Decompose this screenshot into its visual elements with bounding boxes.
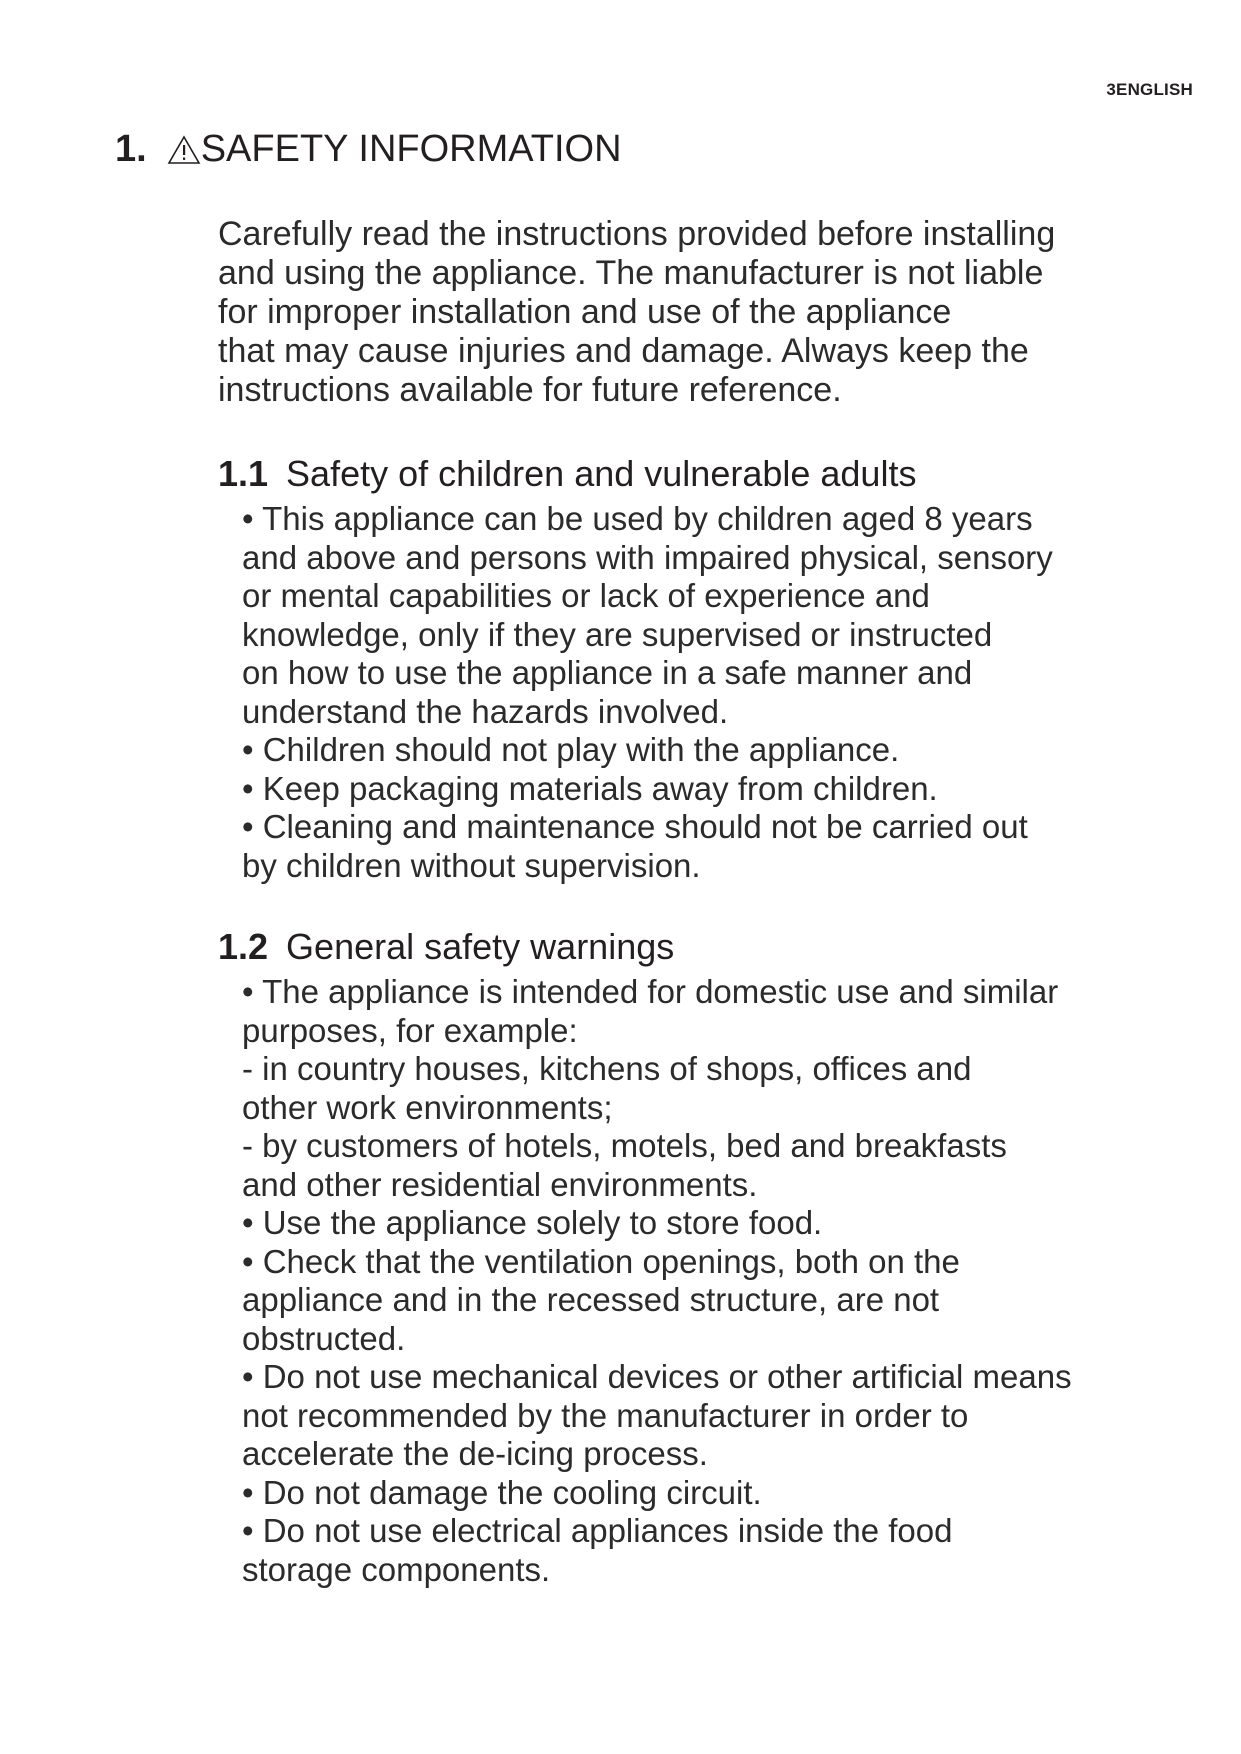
list-line: obstructed. — [242, 1319, 406, 1357]
list-line: • Children should not play with the appliance. — [242, 731, 900, 768]
list-line: • Use the appliance solely to store food. — [242, 1204, 823, 1241]
list-line: other work environments; — [242, 1088, 613, 1126]
list-line: or mental capabilities or lack of experience and — [242, 577, 930, 614]
list-line: not recommended by the manufacturer in order to — [242, 1396, 969, 1434]
page-content — [218, 215, 1178, 1589]
section-title — [115, 128, 622, 171]
list-line: • Check that the ventilation openings, both on the — [242, 1242, 960, 1280]
subsection-title — [218, 925, 1178, 969]
list-line: knowledge, only if they are supervised or instructed — [242, 615, 993, 653]
list-line: purposes, for example: — [242, 1011, 578, 1049]
list-line: storage components. — [242, 1550, 551, 1588]
section-number: 1. — [115, 128, 147, 170]
list-line: • Do not use mechanical devices or other artificial means — [242, 1358, 1072, 1395]
warning-triangle-icon — [167, 135, 201, 165]
intro-paragraph — [218, 215, 1178, 410]
children-safety-list — [218, 500, 1178, 885]
list-line: • Do not use electrical appliances inside the food — [242, 1512, 953, 1549]
subsection-number: 1.1 — [218, 453, 269, 494]
list-line: understand the hazards involved. — [242, 692, 729, 730]
intro-line: and using the appliance. The manufacturer is not liable — [218, 254, 1044, 292]
list-line: - by customers of hotels, motels, bed and breakfasts — [242, 1127, 1007, 1164]
list-line: • The appliance is intended for domestic use and similar — [242, 973, 1059, 1010]
list-line: on how to use the appliance in a safe manner and — [242, 654, 973, 691]
intro-line: that may cause injuries and damage. Always keep the — [218, 332, 1029, 370]
subsection-general-warnings — [218, 925, 1178, 1589]
subsection-number: 1.2 — [218, 926, 269, 967]
list-line: • Cleaning and maintenance should not be carried out — [242, 808, 1028, 845]
general-warnings-list — [218, 973, 1178, 1589]
list-line: and other residential environments. — [242, 1165, 758, 1203]
subsection-title-text: Safety of children and vulnerable adults — [286, 453, 917, 494]
list-line: appliance and in the recessed structure, are not — [242, 1281, 940, 1318]
section-title-text: SAFETY INFORMATION — [200, 128, 622, 170]
subsection-title-text: General safety warnings — [286, 926, 675, 967]
subsection-children-safety — [218, 452, 1178, 885]
list-line: and above and persons with impaired physical, sensory — [242, 538, 1053, 576]
list-line: • Do not damage the cooling circuit. — [242, 1473, 762, 1511]
intro-line: instructions available for future reference. — [218, 371, 842, 409]
list-line: accelerate the de-icing process. — [242, 1435, 708, 1472]
intro-line: Carefully read the instructions provided before installing — [218, 215, 1056, 253]
list-line: • This appliance can be used by children aged 8 years — [242, 500, 1033, 537]
intro-line: for improper installation and use of the appliance — [218, 293, 952, 331]
list-line: - in country houses, kitchens of shops, offices and — [242, 1050, 972, 1087]
list-line: by children without supervision. — [242, 846, 701, 884]
subsection-title — [218, 452, 1178, 496]
list-line: • Keep packaging materials away from children. — [242, 769, 938, 807]
page-header-label: 3ENGLISH — [1106, 80, 1193, 99]
